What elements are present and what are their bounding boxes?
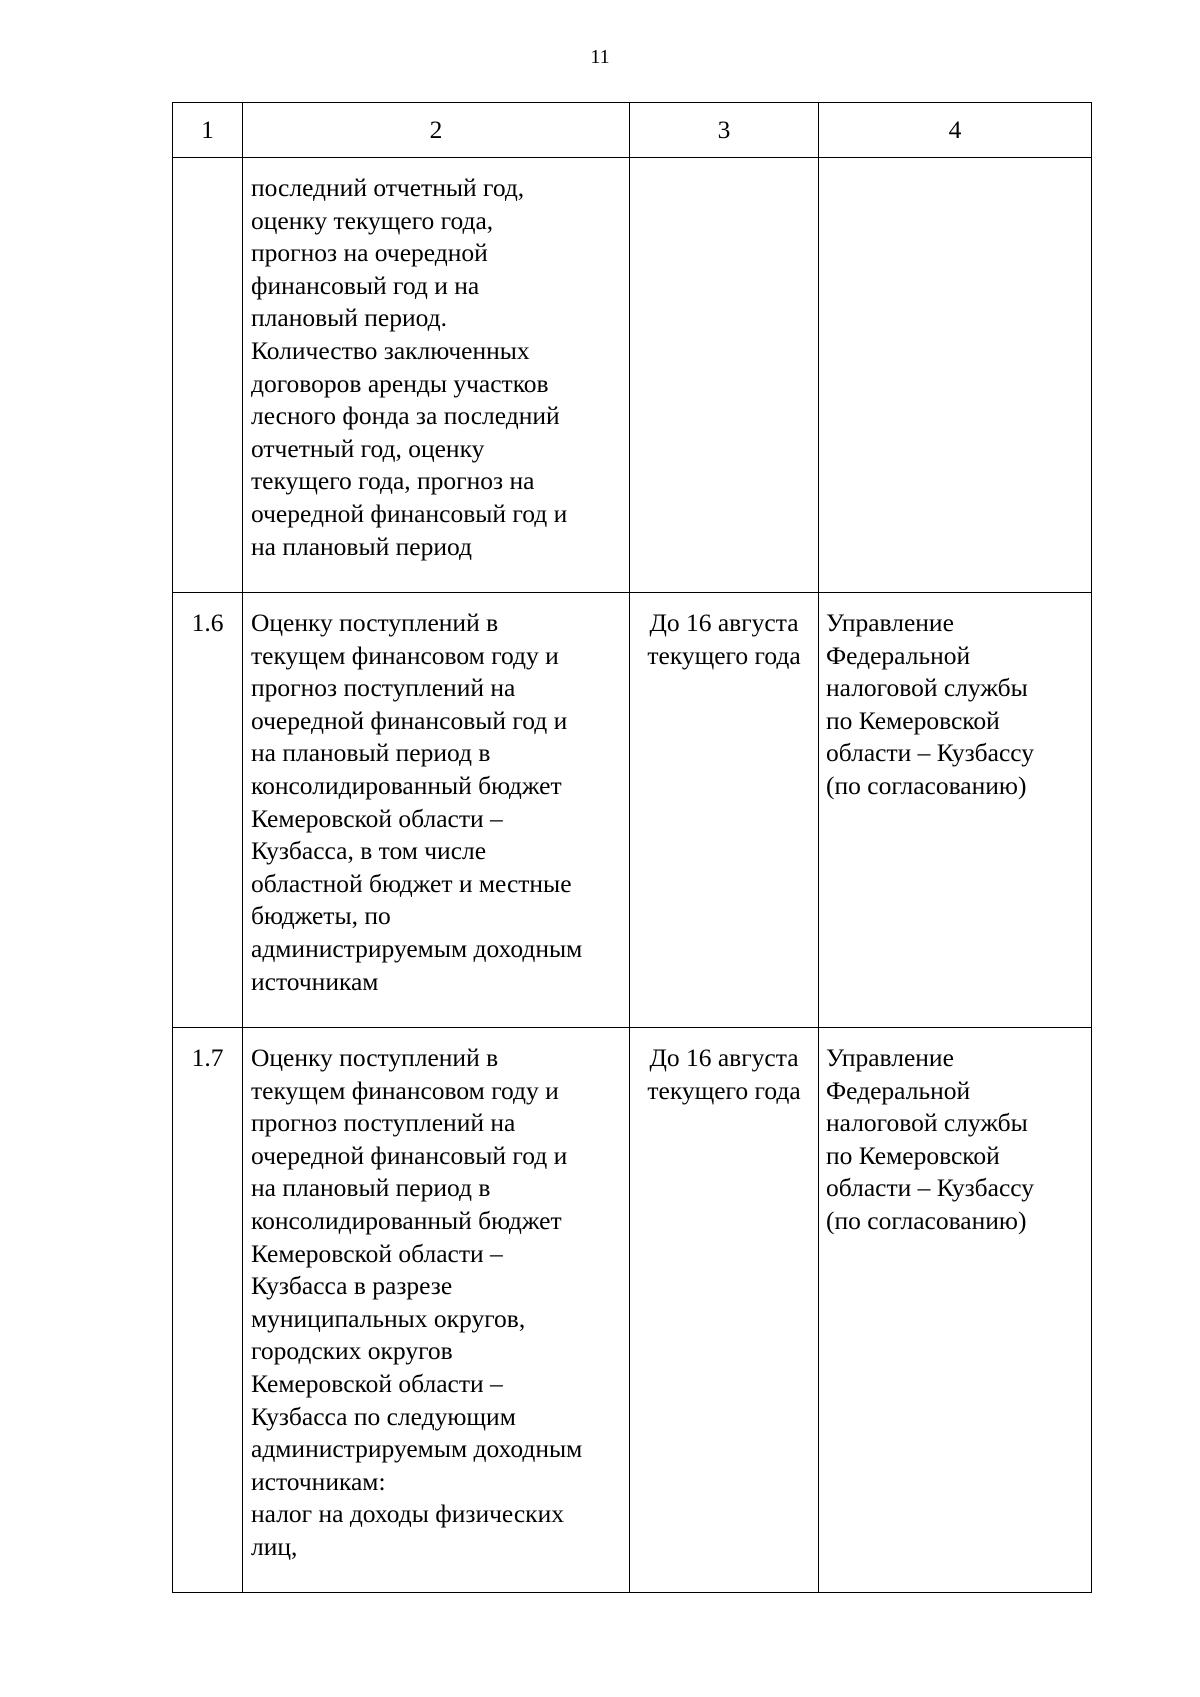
row-description-cell <box>243 593 630 1028</box>
cell-text-line: Кемеровской области – <box>251 1238 503 1268</box>
cell-text-line: прогноз на очередной <box>251 238 488 268</box>
cell-text-line: администрируемым доходным <box>251 1434 583 1464</box>
table-row-continuation <box>173 158 1092 593</box>
cell-text-line: оценку текущего года, <box>251 205 494 235</box>
cell-text-line: налоговой службы <box>826 673 1028 703</box>
cell-text-line: налоговой службы <box>826 1108 1028 1138</box>
cell-text-line: источникам: <box>251 1466 386 1496</box>
row-deadline-cell <box>630 158 819 593</box>
cell-text-line: Федеральной <box>826 1075 971 1105</box>
cell-text-line: городских округов <box>251 1336 453 1366</box>
cell-text-line: (по согласованию) <box>826 770 1027 800</box>
row-number-cell: 1.7 <box>173 1028 243 1593</box>
cell-text-line: До 16 августа <box>649 608 799 637</box>
cell-text-line: Количество заключенных <box>251 335 530 365</box>
row-executor-cell <box>819 158 1092 593</box>
row-description-cell <box>243 158 630 593</box>
cell-text-line: текущем финансовом году и <box>251 640 559 670</box>
cell-text-line: Кузбасса, в том числе <box>251 836 487 866</box>
cell-text-line: отчетный год, оценку <box>251 433 485 463</box>
cell-text-line: финансовый год и на <box>251 270 480 300</box>
cell-text-line: администрируемым доходным <box>251 933 583 963</box>
row-executor-cell <box>819 593 1092 1028</box>
table-header-row <box>173 103 1092 158</box>
cell-text-line: области – Кузбассу <box>826 738 1034 768</box>
cell-text-line: муниципальных округов, <box>251 1303 526 1333</box>
cell-text-line: консолидированный бюджет <box>251 1205 562 1235</box>
cell-text-line: источникам <box>251 966 379 996</box>
cell-text-line: Управление <box>826 1043 954 1072</box>
cell-text-line: на плановый период в <box>251 1173 491 1203</box>
cell-text-line: Кемеровской области – <box>251 1368 503 1398</box>
cell-text-line: Кузбасса в разрезе <box>251 1271 453 1301</box>
header-cell-4: 4 <box>819 103 1092 158</box>
cell-text-line: прогноз поступлений на <box>251 673 516 703</box>
row-number-cell <box>173 158 243 593</box>
cell-text-line: очередной финансовый год и <box>251 498 568 528</box>
header-cell-2: 2 <box>243 103 630 158</box>
cell-text-line: До 16 августа <box>649 1043 799 1072</box>
cell-text-line: консолидированный бюджет <box>251 770 562 800</box>
cell-text-line: бюджеты, по <box>251 901 391 931</box>
cell-text-line: области – Кузбассу <box>826 1173 1034 1203</box>
cell-text-line: Кузбасса по следующим <box>251 1401 516 1431</box>
cell-text-line: по Кемеровской <box>826 1140 1000 1170</box>
cell-text-line: лесного фонда за последний <box>251 401 560 431</box>
cell-text-line: по Кемеровской <box>826 705 1000 735</box>
cell-text-line: очередной финансовый год и <box>251 1140 568 1170</box>
cell-text-line: текущего года, прогноз на <box>251 466 535 496</box>
row-deadline-cell <box>630 1028 819 1593</box>
cell-text-line: договоров аренды участков <box>251 368 549 398</box>
cell-text-line: прогноз поступлений на <box>251 1108 516 1138</box>
cell-text-line: текущем финансовом году и <box>251 1075 559 1105</box>
header-cell-3: 3 <box>630 103 819 158</box>
cell-text-line: плановый период. <box>251 303 448 333</box>
row-deadline-cell <box>630 593 819 1028</box>
cell-text-line: налог на доходы физических <box>251 1499 564 1529</box>
row-executor-cell <box>819 1028 1092 1593</box>
cell-text-line: текущего года <box>647 640 801 670</box>
cell-text-line: на плановый период <box>251 531 472 561</box>
header-cell-1: 1 <box>173 103 243 158</box>
schedule-table <box>172 102 1092 1593</box>
row-description-cell <box>243 1028 630 1593</box>
cell-text-line: областной бюджет и местные <box>251 868 572 898</box>
cell-text-line: текущего года <box>647 1075 801 1105</box>
table-row-1-6 <box>173 593 1092 1028</box>
cell-text-line: Управление <box>826 608 954 637</box>
cell-text-line: очередной финансовый год и <box>251 705 568 735</box>
table-row-1-7 <box>173 1028 1092 1593</box>
cell-text-line: Оценку поступлений в <box>251 1043 499 1072</box>
row-number-cell: 1.6 <box>173 593 243 1028</box>
cell-text-line: Оценку поступлений в <box>251 608 499 637</box>
cell-text-line: на плановый период в <box>251 738 491 768</box>
cell-text-line: последний отчетный год, <box>251 173 525 202</box>
cell-text-line: лиц, <box>251 1531 298 1561</box>
cell-text-line: Кемеровской области – <box>251 803 503 833</box>
cell-text-line: Федеральной <box>826 640 971 670</box>
cell-text-line: (по согласованию) <box>826 1205 1027 1235</box>
page-number: 11 <box>590 46 610 68</box>
